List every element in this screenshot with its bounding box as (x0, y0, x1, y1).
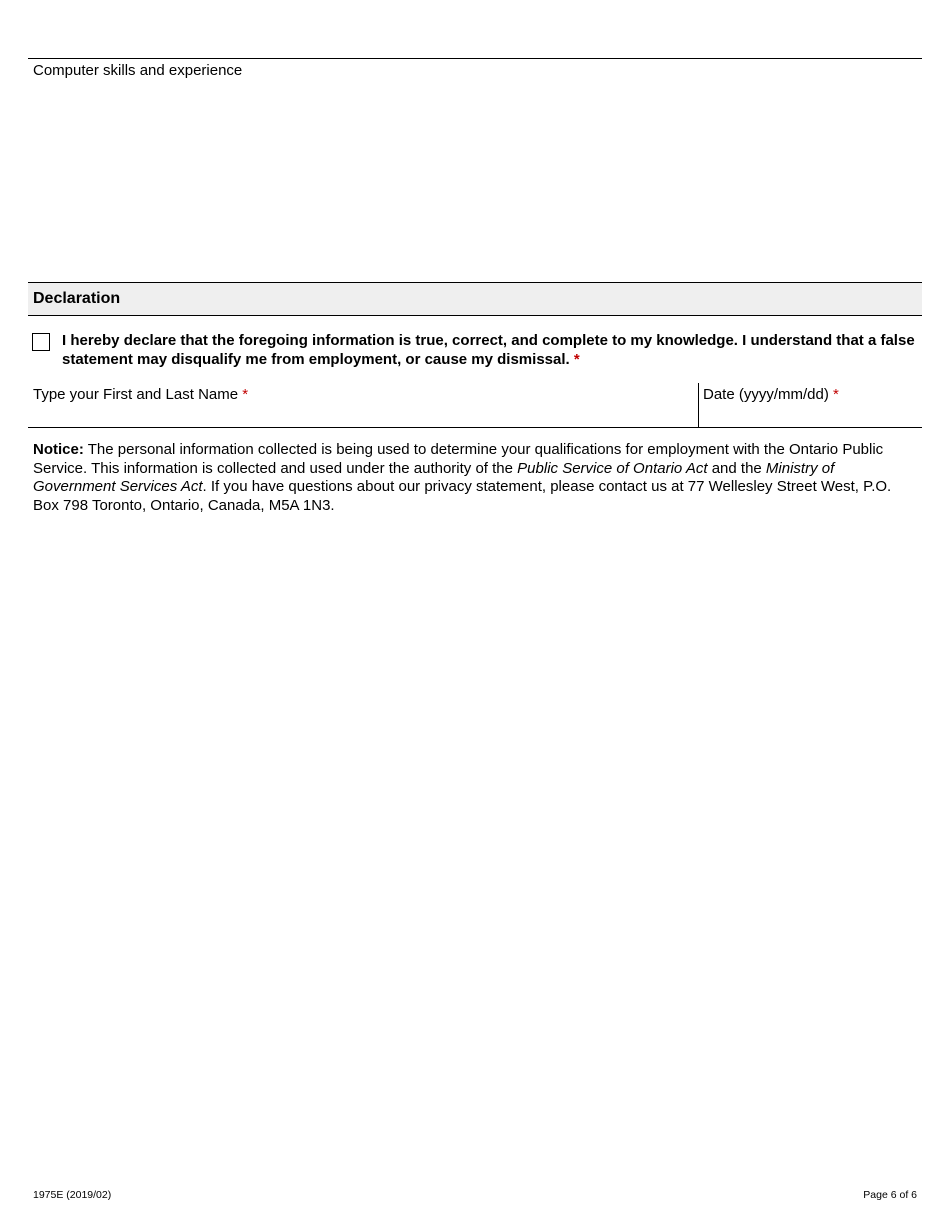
notice-text-1: The personal information collected is being used to determine your qualifications for employment with the Ontario Public Service. This information is collected and used under the authority of the (33, 441, 884, 477)
name-field[interactable] (28, 383, 698, 427)
notice-act-2: Ministry of Government Services Act (33, 459, 835, 496)
notice-text-2: and the (711, 459, 762, 477)
declaration-statement-text: I hereby declare that the foregoing information is true, correct, and complete to my knowledge. I understand that a false statement may disqualify me from employment, or cause my dismissal. (62, 332, 915, 368)
computer-skills-textarea[interactable] (28, 80, 922, 280)
notice-text-3: . If you have questions about our privacy statement, please contact us at 77 Wellesley Street West, P.O. Box 798 Toronto, Ontario, Canada, M5A 1N3. (33, 478, 892, 514)
declaration-header (28, 282, 922, 316)
page-number: Page 6 of 6 (863, 1189, 917, 1201)
notice-heading: Notice: (33, 441, 84, 458)
date-field[interactable] (699, 383, 922, 427)
computer-skills-label: Computer skills and experience (33, 62, 243, 79)
notice-act-1: Public Service of Ontario Act (517, 459, 708, 477)
name-field-label: Type your First and Last Name * (33, 386, 249, 403)
date-field-label: Date (yyyy/mm/dd) * (703, 386, 839, 403)
declaration-title: Declaration (33, 290, 121, 307)
declaration-checkbox[interactable] (32, 333, 50, 351)
top-divider (28, 58, 922, 59)
declaration-statement (62, 331, 918, 369)
privacy-notice (33, 441, 918, 515)
form-number: 1975E (2019/02) (33, 1189, 112, 1201)
fields-bottom-divider (28, 427, 922, 428)
required-marker: * (573, 351, 580, 368)
